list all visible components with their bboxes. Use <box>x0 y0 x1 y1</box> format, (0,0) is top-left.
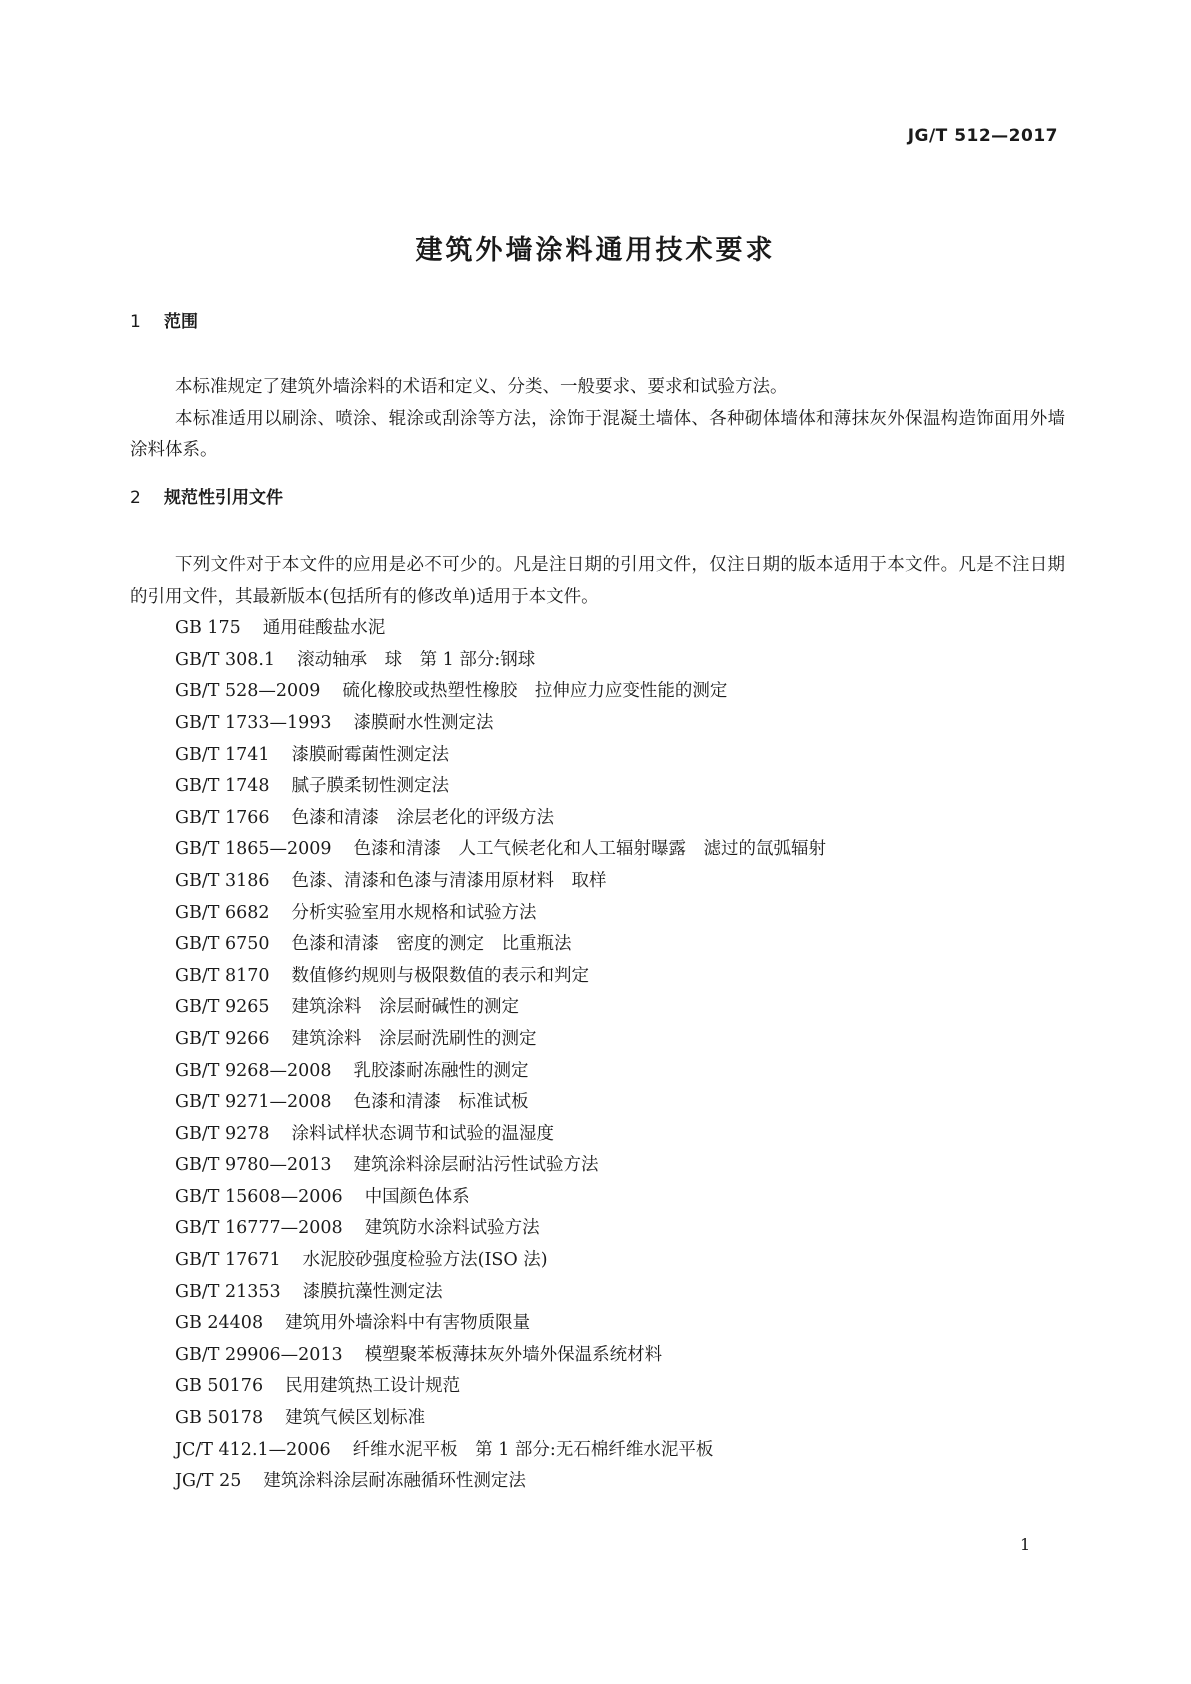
reference-item <box>130 961 1065 993</box>
reference-title: 建筑气候区划标准 <box>285 1408 426 1429</box>
reference-title: 涂料试样状态调节和试验的温湿度 <box>291 1123 555 1144</box>
reference-title: 漆膜耐霉菌性测定法 <box>291 744 450 765</box>
reference-item <box>130 1277 1065 1309</box>
reference-item <box>130 1056 1065 1088</box>
reference-title: 中国颜色体系 <box>364 1186 470 1207</box>
reference-title: 数值修约规则与极限数值的表示和判定 <box>291 965 590 986</box>
reference-title: 建筑用外墙涂料中有害物质限量 <box>285 1313 531 1334</box>
reference-item <box>130 1087 1065 1119</box>
reference-item <box>130 1150 1065 1182</box>
page-number: 1 <box>1020 1535 1031 1554</box>
reference-item <box>130 929 1065 961</box>
references-intro: 下列文件对于本文件的应用是必不可少的。凡是注日期的引用文件，仅注日期的版本适用于本文件。凡是不注日期的引用文件，其最新版本(包括所有的修改单)适用于本文件。 <box>130 555 1065 607</box>
section-heading <box>130 308 1065 336</box>
reference-code: GB/T 308.1 <box>175 649 276 670</box>
reference-item <box>130 866 1065 898</box>
reference-code: GB/T 1766 <box>175 807 270 828</box>
reference-item <box>130 992 1065 1024</box>
reference-item <box>130 1403 1065 1435</box>
reference-code: GB/T 17671 <box>175 1250 281 1271</box>
reference-list <box>130 613 1065 1498</box>
reference-item <box>130 1024 1065 1056</box>
reference-code: GB/T 1733—1993 <box>175 712 332 733</box>
reference-code: GB/T 9268—2008 <box>175 1060 332 1081</box>
reference-title: 色漆和清漆 涂层老化的评级方法 <box>291 807 555 828</box>
reference-item <box>130 708 1065 740</box>
reference-title: 分析实验室用水规格和试验方法 <box>291 902 537 923</box>
reference-title: 通用硅酸盐水泥 <box>262 618 386 639</box>
reference-item <box>130 613 1065 645</box>
reference-code: GB/T 16777—2008 <box>175 1218 343 1239</box>
section-number: 1 <box>130 312 141 332</box>
reference-code: GB/T 1865—2009 <box>175 839 332 860</box>
reference-title: 建筑防水涂料试验方法 <box>364 1218 540 1239</box>
reference-code: GB/T 528—2009 <box>175 681 321 702</box>
reference-title: 色漆、清漆和色漆与清漆用原材料 取样 <box>291 870 607 891</box>
document-title: 建筑外墙涂料通用技术要求 <box>415 235 776 266</box>
reference-title: 民用建筑热工设计规范 <box>285 1376 461 1397</box>
reference-code: GB 175 <box>175 618 241 639</box>
reference-title: 色漆和清漆 密度的测定 比重瓶法 <box>291 934 572 955</box>
scope-paragraph-1: 本标准规定了建筑外墙涂料的术语和定义、分类、一般要求、要求和试验方法。 <box>175 377 788 397</box>
reference-item <box>130 1245 1065 1277</box>
reference-code: GB/T 29906—2013 <box>175 1344 343 1365</box>
reference-code: GB/T 6682 <box>175 902 270 923</box>
reference-code: GB/T 9780—2013 <box>175 1155 332 1176</box>
reference-item <box>130 1466 1065 1498</box>
reference-code: GB 50176 <box>175 1376 264 1397</box>
reference-item <box>130 676 1065 708</box>
reference-code: GB 50178 <box>175 1408 264 1429</box>
reference-item <box>130 1182 1065 1214</box>
reference-item <box>130 645 1065 677</box>
reference-title: 色漆和清漆 人工气候老化和人工辐射曝露 滤过的氙弧辐射 <box>353 839 827 860</box>
reference-title: 建筑涂料涂层耐冻融循环性测定法 <box>263 1471 526 1492</box>
reference-code: GB/T 1748 <box>175 776 270 797</box>
reference-title: 滚动轴承 球 第 1 部分:钢球 <box>297 649 536 670</box>
standard-code: JG/T 512—2017 <box>907 126 1058 146</box>
reference-title: 腻子膜柔韧性测定法 <box>291 776 450 797</box>
reference-item <box>130 1308 1065 1340</box>
reference-code: GB/T 6750 <box>175 934 270 955</box>
reference-code: GB/T 8170 <box>175 965 270 986</box>
reference-item <box>130 803 1065 835</box>
reference-code: GB/T 15608—2006 <box>175 1186 343 1207</box>
section-normative-references <box>130 484 1065 1498</box>
reference-title: 漆膜耐水性测定法 <box>353 712 494 733</box>
reference-title: 建筑涂料 涂层耐碱性的测定 <box>291 997 520 1018</box>
reference-item <box>130 1213 1065 1245</box>
reference-code: GB 24408 <box>175 1313 264 1334</box>
reference-title: 色漆和清漆 标准试板 <box>353 1092 529 1113</box>
reference-code: JG/T 25 <box>175 1471 242 1492</box>
reference-item <box>130 1371 1065 1403</box>
reference-title: 建筑涂料 涂层耐洗刷性的测定 <box>291 1028 537 1049</box>
reference-code: GB/T 9271—2008 <box>175 1092 332 1113</box>
reference-code: GB/T 1741 <box>175 744 270 765</box>
reference-code: GB/T 9265 <box>175 997 270 1018</box>
reference-item <box>130 771 1065 803</box>
reference-title: 乳胶漆耐冻融性的测定 <box>353 1060 529 1081</box>
section-title: 范围 <box>164 312 198 332</box>
reference-code: JC/T 412.1—2006 <box>175 1439 331 1460</box>
section-heading <box>130 484 1065 512</box>
reference-item <box>130 1435 1065 1467</box>
reference-title: 建筑涂料涂层耐沾污性试验方法 <box>353 1155 599 1176</box>
reference-title: 模塑聚苯板薄抹灰外墙外保温系统材料 <box>364 1344 663 1365</box>
section-title: 规范性引用文件 <box>164 488 283 508</box>
reference-title: 水泥胶砂强度检验方法(ISO 法) <box>302 1250 548 1271</box>
section-number: 2 <box>130 488 141 508</box>
reference-code: GB/T 9266 <box>175 1028 270 1049</box>
reference-title: 纤维水泥平板 第 1 部分:无石棉纤维水泥平板 <box>352 1439 714 1460</box>
reference-code: GB/T 3186 <box>175 870 270 891</box>
reference-item <box>130 1119 1065 1151</box>
reference-item <box>130 1340 1065 1372</box>
reference-item <box>130 898 1065 930</box>
reference-item <box>130 834 1065 866</box>
reference-title: 漆膜抗藻性测定法 <box>302 1281 443 1302</box>
reference-code: GB/T 21353 <box>175 1281 281 1302</box>
reference-item <box>130 740 1065 772</box>
section-scope <box>130 308 1065 467</box>
reference-code: GB/T 9278 <box>175 1123 270 1144</box>
scope-paragraph-2: 本标准适用以刷涂、喷涂、辊涂或刮涂等方法，涂饰于混凝土墙体、各种砌体墙体和薄抹灰外保温构造饰面用外墙涂料体系。 <box>130 408 1065 461</box>
reference-title: 硫化橡胶或热塑性橡胶 拉伸应力应变性能的测定 <box>342 681 728 702</box>
